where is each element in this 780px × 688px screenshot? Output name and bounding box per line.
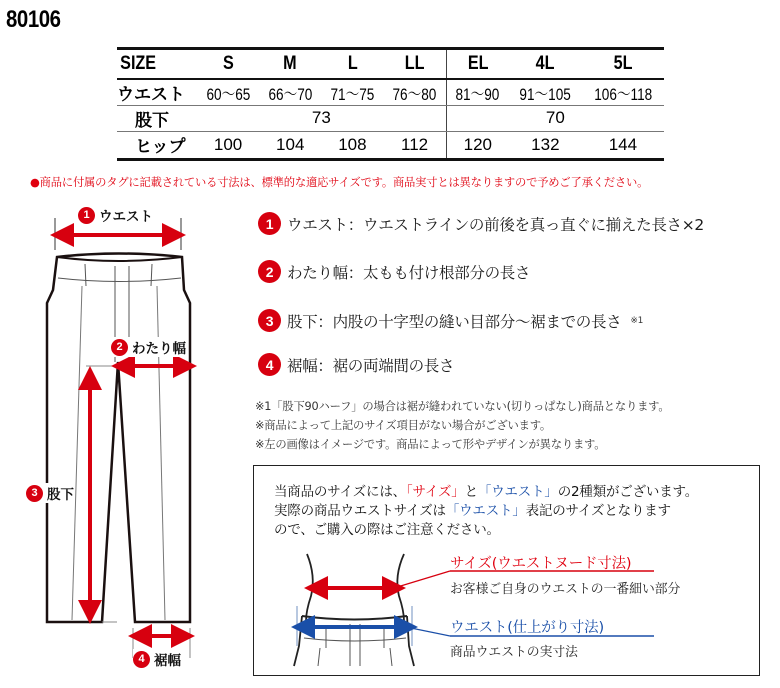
size-5l: 5L: [613, 52, 633, 74]
size-4l: 4L: [535, 52, 555, 74]
waist-row: [117, 79, 664, 106]
pants-illustration: [0, 195, 240, 688]
waist-size-info-box: [253, 465, 760, 676]
footnotes: [255, 397, 669, 454]
number-badge-3: 3: [26, 485, 43, 502]
diagram-label-text: 股下: [47, 487, 74, 503]
waist-label: ウエスト: [117, 79, 197, 106]
number-badge-2: 2: [111, 339, 128, 356]
size-ll: LL: [404, 52, 425, 74]
finished-waist-title: ウエスト(仕上がり寸法): [450, 620, 604, 636]
inseam-value-group2: 70: [446, 105, 664, 131]
hip-row: [117, 131, 664, 159]
description-text: わたり幅：太もも付け根部分の長さ: [287, 263, 531, 282]
diagram-label-thigh-width: [111, 337, 186, 357]
inseam-label: 股下: [117, 105, 197, 131]
finished-waist-description: 商品ウエストの実寸法: [450, 645, 578, 660]
inseam-row: [117, 105, 664, 131]
size-s: S: [222, 52, 234, 74]
size-m: M: [283, 52, 297, 74]
number-badge-4: 4: [258, 353, 281, 376]
size-l: L: [347, 52, 358, 74]
size-header-row: [117, 49, 664, 79]
hip-value: 104: [259, 131, 321, 159]
pants-diagram: [0, 195, 240, 688]
hip-value: 132: [509, 131, 582, 159]
nude-waist-title: サイズ(ウエストヌード寸法): [450, 556, 632, 572]
diagram-label-text: 裾幅: [154, 653, 181, 669]
info-text: 当商品のサイズには、「サイズ」と「ウエスト」の2種類がございます。 実際の商品ウエストサイズは「ウエスト」表記のサイズとなります ので、ご購入の際はご注意ください。: [274, 484, 699, 538]
hip-value: 112: [383, 131, 446, 159]
waist-value: 106～118: [593, 84, 652, 104]
inseam-value-group1: 73: [197, 105, 446, 131]
diagram-label-text: わたり幅: [132, 341, 186, 357]
highlight-waist: 「ウエスト」: [445, 503, 526, 519]
waist-value: 66～70: [268, 84, 313, 104]
waist-value: 91～105: [519, 84, 572, 104]
description-thigh-width: [258, 260, 530, 283]
model-number: 80106: [6, 6, 61, 33]
footnote: ※1「股下90ハーフ」の場合は裾が縫われていない(切りっぱなし)商品となります。: [255, 400, 670, 413]
description-hem-width: [258, 353, 454, 376]
highlight-size: 「サイズ」: [405, 484, 465, 500]
highlight-waist: 「ウエスト」: [477, 484, 558, 500]
size-notice: ●商品に付属のタグに記載されている寸法は、標準的な適応サイズです。商品実寸とは異なりますので予めご了承ください。: [30, 176, 649, 189]
size-header-label: SIZE: [120, 52, 157, 74]
description-text: ウエスト：ウエストラインの前後を真っ直ぐに揃えた長さ×2: [287, 215, 704, 234]
description-waist: [258, 212, 704, 235]
nude-waist-description: お客様ご自身のウエストの一番細い部分: [450, 582, 681, 597]
footnote: ※左の画像はイメージです。商品によって形やデザインが異なります。: [255, 438, 606, 451]
diagram-label-waist: [78, 205, 153, 225]
waist-value: 71～75: [330, 84, 375, 104]
hip-value: 120: [446, 131, 509, 159]
number-badge-1: 1: [258, 212, 281, 235]
number-badge-4: 4: [133, 651, 150, 668]
waist-value: 81～90: [455, 84, 500, 104]
waist-value: 76～80: [392, 84, 437, 104]
number-badge-2: 2: [258, 260, 281, 283]
number-badge-1: 1: [78, 207, 95, 224]
waist-value: 60～65: [206, 84, 251, 104]
hip-value: 144: [582, 131, 664, 159]
description-text: 股下：内股の十字型の縫い目部分～裾までの長さ: [287, 312, 622, 331]
description-text: 裾幅：裾の両端間の長さ: [287, 356, 455, 375]
hip-value: 100: [197, 131, 259, 159]
footnote-reference: ※1: [630, 315, 644, 326]
diagram-label-hem-width: [133, 649, 181, 669]
size-el: EL: [467, 52, 489, 74]
size-table: [117, 47, 664, 161]
hip-label: ヒップ: [117, 131, 197, 159]
hip-value: 108: [321, 131, 383, 159]
diagram-label-inseam: [26, 483, 74, 503]
footnote: ※商品によって上記のサイズ項目がない場合がございます。: [255, 419, 551, 432]
number-badge-3: 3: [258, 309, 281, 332]
diagram-label-text: ウエスト: [99, 209, 153, 225]
description-inseam: [258, 309, 643, 332]
